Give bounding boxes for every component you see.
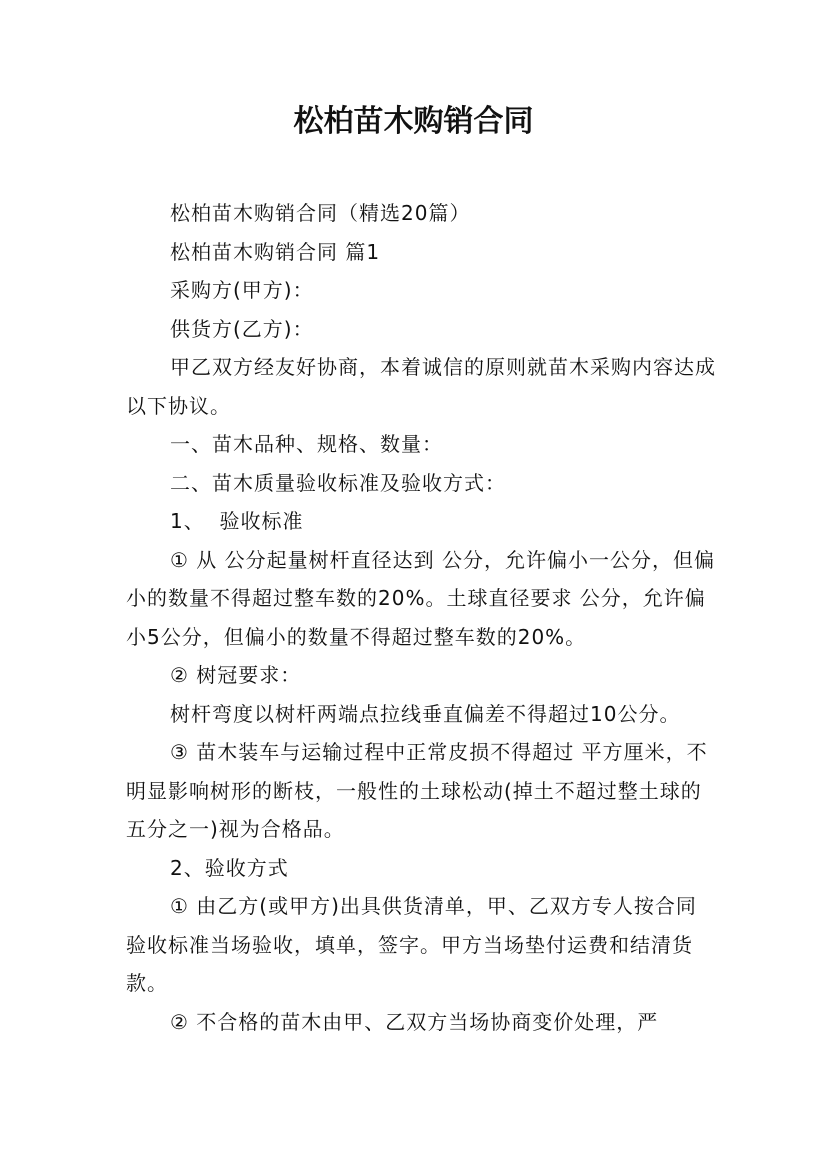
paragraph-agreement: 甲乙双方经友好协商，本着诚信的原则就苗木采购内容达成以下协议。 bbox=[126, 355, 716, 418]
document-body bbox=[126, 194, 716, 1041]
document-title: 松柏苗木购销合同 bbox=[293, 104, 534, 139]
paragraph-buyer: 采购方(甲方)： bbox=[170, 278, 314, 302]
paragraph-standard-3: ③ 苗木装车与运输过程中正常皮损不得超过 平方厘米，不明显影响树形的断枝，一般性的土球松动(掉土不超过整土球的五分之一)视为合格品。 bbox=[126, 740, 708, 841]
paragraph-section-heading: 松柏苗木购销合同 篇1 bbox=[170, 239, 381, 264]
paragraph-method-1: ① 由乙方(或甲方)出具供货清单，甲、乙双方专人按合同验收标准当场验收，填单，签字。甲方当场垫付运费和结清货款。 bbox=[126, 894, 697, 995]
paragraph-acceptance-standard: 1、 验收标准 bbox=[170, 509, 304, 533]
paragraph-acceptance-method: 2、验收方式 bbox=[170, 855, 289, 880]
paragraph-standard-2: ② 树冠要求： bbox=[170, 663, 302, 687]
paragraph-method-2: ② 不合格的苗木由甲、乙双方当场协商变价处理，严 bbox=[170, 1009, 659, 1034]
paragraph-clause-2: 二、苗木质量验收标准及验收方式： bbox=[170, 470, 506, 495]
paragraph-clause-1: 一、苗木品种、规格、数量： bbox=[170, 432, 443, 456]
paragraph-subtitle: 松柏苗木购销合同（精选20篇） bbox=[170, 201, 471, 225]
paragraph-trunk-bend: 树杆弯度以树杆两端点拉线垂直偏差不得超过10公分。 bbox=[170, 701, 681, 726]
paragraph-standard-1: ① 从 公分起量树杆直径达到 公分，允许偏小一公分，但偏小的数量不得超过整车数的20%。土球直径要求 公分，允许偏小5公分，但偏小的数量不得超过整车数的20%。 bbox=[126, 547, 716, 649]
paragraph-supplier: 供货方(乙方)： bbox=[170, 316, 314, 341]
